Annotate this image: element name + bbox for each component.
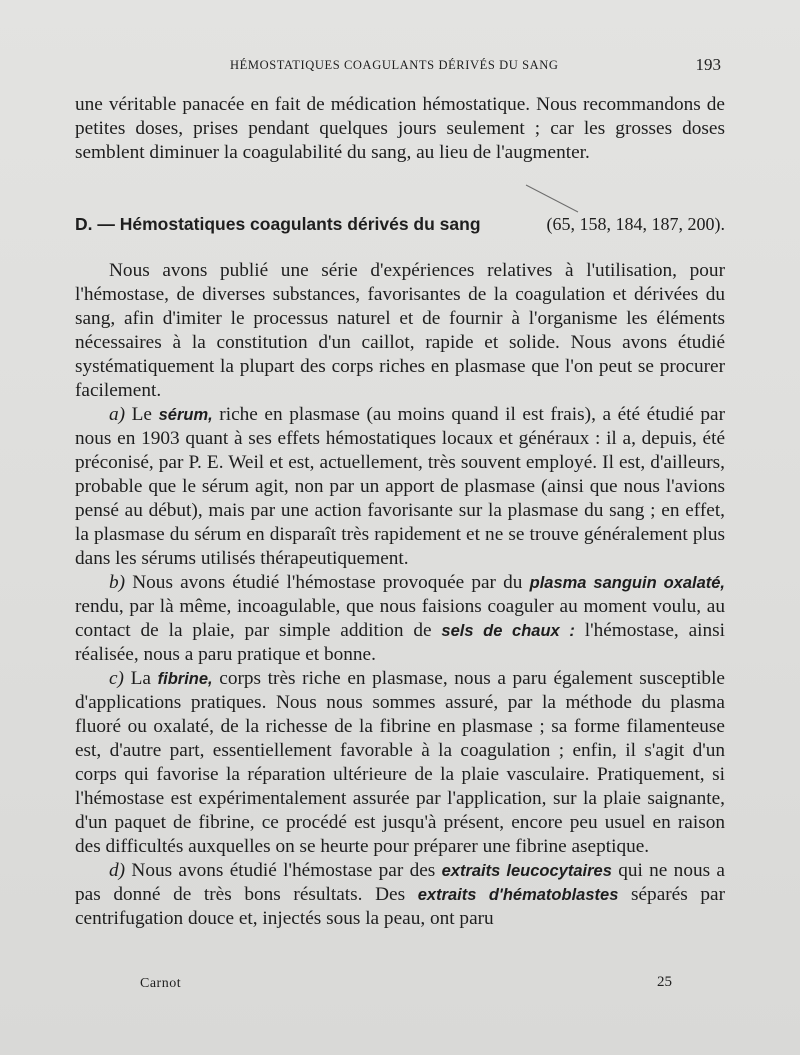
paragraph-b-post: l'hémostase, ainsi réalisée, nous a paru pratique et bonne.: [75, 620, 725, 665]
paragraph-a: [75, 403, 725, 571]
paragraph-d: [75, 859, 725, 931]
paragraph-a-pre: Le: [131, 404, 152, 425]
running-title: HÉMOSTATIQUES COAGULANTS DÉRIVÉS DU SANG: [230, 58, 559, 72]
intro-text: une véritable panacée en fait de médication hémostatique. Nous recommandons de petites doses, prises pendant quelques jours seulement ; car les grosses doses semblent diminuer la coagulabilité du sang, au lieu de l'augmenter.: [75, 94, 725, 163]
paragraph-b-pre: Nous avons étudié l'hémostase provoquée par du: [132, 572, 523, 593]
paragraph-a-text: riche en plasmase (au moins quand il est frais), a été étudié par nous en 1903 quant à ses effets hémostatiques locaux et généraux : il a, depuis, été préconisé, par P. E. Weil et est, actuellement, très souvent employé. Il est, d'ailleurs, probable que le sérum agit, non par un apport de plasmase (ainsi que nous l'avions pensé au début), mais par une action favorisante sur la plasmase du sang ; en effet, la plasmase du sérum en disparaît très rapidement et ne se trouve généralement plus dans les sérums utilisés thérapeutiquement.: [75, 404, 725, 569]
section-heading: [75, 212, 725, 237]
pencil-stroke: [526, 185, 578, 212]
term-plasma-sanguin: plasma sanguin oxalaté,: [529, 574, 726, 592]
item-letter-b: b): [109, 572, 126, 593]
paragraph-b-mid: rendu, par là même, incoagulable, que nous faisions coaguler au moment voulu, au contact de la plaie, par simple addition de: [75, 596, 725, 641]
item-letter-a: a): [109, 404, 126, 425]
paragraph-intro: Nous avons publié une série d'expériences relatives à l'utilisation, pour l'hémostase, de diverses substances, favorisantes de la coagulation et dérivées du sang, afin d'imiter le processus naturel et de fournir à l'organisme les éléments nécessaires à la constitution d'un caillot, rapide et solide. Nous avons étudié systématiquement la plupart des corps riches en plasmase que l'on peut se procurer facilement.: [75, 260, 725, 401]
paragraph-d-post: séparés par centrifugation douce et, injectés sous la peau, ont paru: [75, 884, 725, 929]
paragraph-d-pre: Nous avons étudié l'hémostase par des: [131, 860, 436, 881]
paragraph-c-pre: La: [130, 668, 151, 689]
term-extraits-leucocytaires: extraits leucocytaires: [441, 862, 612, 880]
term-extraits-hematoblastes: extraits d'hématoblastes: [417, 886, 619, 904]
main-body: [75, 259, 725, 931]
footer-author: Carnot: [140, 976, 182, 991]
section-references: (65, 158, 184, 187, 200).: [546, 214, 725, 234]
paragraph-b: [75, 571, 725, 667]
paragraph-c-text: corps très riche en plasmase, nous a paru également susceptible d'applications pratiques. Nous nous sommes assuré, par la méthode du plasma fluoré ou oxalaté, de la richesse de la fibrine en plasmase ; sa forme filamenteuse est, d'autre part, essentiellement favorable à la coagulation ; enfin, il s'agit d'un corps qui favorise la réparation ultérieure de la plaie vasculaire. Pratiquement, si l'hémostase est expérimentalement assurée par l'application, sur la plaie saignante, d'un paquet de fibrine, ce procédé est jusqu'à présent, encore peu usuel en raison des difficultés auxquelles on se heurte pour préparer une fibrine aseptique.: [75, 668, 725, 857]
footer-signature-mark: 25: [657, 974, 672, 990]
section-title: D. — Hémostatiques coagulants dérivés du sang: [75, 214, 481, 234]
paragraph-c: [75, 667, 725, 859]
term-sels-de-chaux: sels de chaux :: [441, 622, 575, 640]
item-letter-c: c): [109, 668, 124, 689]
item-letter-d: d): [109, 860, 126, 881]
page-number: 193: [695, 55, 721, 74]
paragraph-d-mid: qui ne nous a pas donné de très bons résultats. Des: [75, 860, 725, 905]
intro-paragraph: [75, 93, 725, 165]
term-serum: sérum,: [158, 406, 213, 424]
term-fibrine: fibrine,: [157, 670, 213, 688]
